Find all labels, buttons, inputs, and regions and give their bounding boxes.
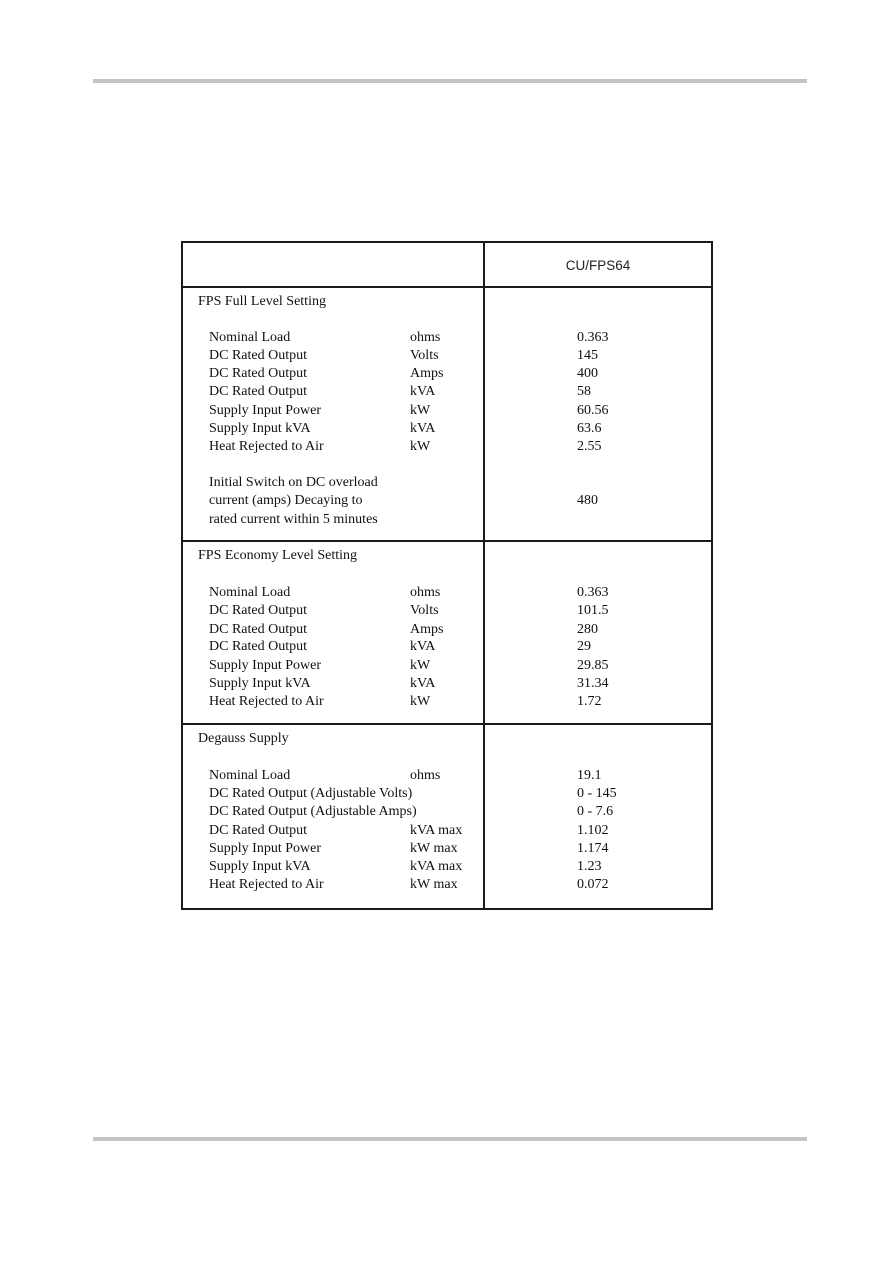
row-value: 400	[577, 366, 598, 381]
table-row	[183, 822, 711, 840]
row-label: Supply Input kVA	[209, 421, 311, 436]
row-value: 58	[577, 384, 591, 399]
table-row	[183, 803, 711, 821]
row-unit: Amps	[410, 366, 444, 381]
row-unit: kW	[410, 439, 431, 454]
footer-rule	[93, 1137, 807, 1141]
row-unit: kVA max	[410, 823, 463, 838]
table-row	[183, 621, 711, 639]
table-row	[183, 767, 711, 785]
row-label: DC Rated Output	[209, 823, 307, 838]
table-row	[183, 329, 711, 347]
row-label: Supply Input kVA	[209, 859, 311, 874]
section-title: Degauss Supply	[198, 731, 289, 746]
table-row	[183, 876, 711, 894]
row-label: Supply Input Power	[209, 658, 321, 673]
table-row	[183, 693, 711, 711]
row-label: Supply Input kVA	[209, 676, 311, 691]
row-unit: kVA	[410, 421, 436, 436]
table-row	[183, 675, 711, 693]
row-value: 63.6	[577, 421, 602, 436]
table-row	[183, 602, 711, 620]
section-title: FPS Full Level Setting	[198, 294, 326, 309]
row-value: 1.102	[577, 823, 609, 838]
section-full-level	[183, 288, 711, 540]
row-label: DC Rated Output	[209, 622, 307, 637]
section-degauss-supply	[183, 725, 711, 908]
overload-note-value: 480	[577, 493, 598, 508]
table-row	[183, 365, 711, 383]
row-value: 29.85	[577, 658, 609, 673]
row-value: 2.55	[577, 439, 602, 454]
section-title: FPS Economy Level Setting	[198, 548, 358, 563]
header-rule	[93, 79, 807, 83]
row-unit: kW max	[410, 841, 458, 856]
row-unit: kVA	[410, 676, 436, 691]
overload-note-line: current (amps) Decaying to	[209, 493, 363, 508]
row-unit: ohms	[410, 585, 441, 600]
row-unit: Amps	[410, 622, 444, 637]
row-unit: kW	[410, 694, 431, 709]
row-label: DC Rated Output (Adjustable Volts)	[209, 786, 413, 801]
row-value: 280	[577, 622, 598, 637]
row-label: DC Rated Output	[209, 639, 307, 654]
row-unit: kVA max	[410, 859, 463, 874]
row-value: 145	[577, 348, 598, 363]
row-value: 0.072	[577, 877, 609, 892]
row-label: Supply Input Power	[209, 841, 321, 856]
table-row	[183, 840, 711, 858]
row-unit: Volts	[410, 348, 439, 363]
row-label: Heat Rejected to Air	[209, 694, 324, 709]
row-value: 31.34	[577, 676, 609, 691]
row-value: 1.23	[577, 859, 602, 874]
row-value: 0 - 7.6	[577, 804, 614, 819]
spec-table	[181, 241, 713, 910]
table-row	[183, 858, 711, 876]
row-unit: kW	[410, 658, 431, 673]
row-unit: Volts	[410, 603, 439, 618]
row-value: 19.1	[577, 768, 602, 783]
table-row	[183, 383, 711, 401]
table-row	[183, 657, 711, 675]
row-label: DC Rated Output	[209, 384, 307, 399]
row-value: 1.72	[577, 694, 602, 709]
table-row	[183, 402, 711, 420]
row-label: Nominal Load	[209, 585, 291, 600]
column-header: CU/FPS64	[565, 258, 631, 273]
row-unit: ohms	[410, 330, 441, 345]
row-value: 0 - 145	[577, 786, 617, 801]
row-unit: kW	[410, 403, 431, 418]
table-row	[183, 420, 711, 438]
row-label: Heat Rejected to Air	[209, 439, 324, 454]
row-label: Supply Input Power	[209, 403, 321, 418]
row-value: 1.174	[577, 841, 609, 856]
overload-note-line: rated current within 5 minutes	[209, 512, 378, 527]
row-unit: kVA	[410, 639, 436, 654]
row-label: DC Rated Output (Adjustable Amps)	[209, 804, 417, 819]
table-row	[183, 438, 711, 456]
row-value: 0.363	[577, 330, 609, 345]
row-unit: ohms	[410, 768, 441, 783]
table-row	[183, 638, 711, 656]
row-value: 60.56	[577, 403, 609, 418]
row-label: DC Rated Output	[209, 348, 307, 363]
table-row	[183, 347, 711, 365]
row-unit: kVA	[410, 384, 436, 399]
row-label: Heat Rejected to Air	[209, 877, 324, 892]
row-value: 101.5	[577, 603, 609, 618]
row-label: DC Rated Output	[209, 366, 307, 381]
row-value: 29	[577, 639, 591, 654]
overload-note-line: Initial Switch on DC overload	[209, 475, 378, 490]
row-label: DC Rated Output	[209, 603, 307, 618]
row-value: 0.363	[577, 585, 609, 600]
row-unit: kW max	[410, 877, 458, 892]
row-label: Nominal Load	[209, 768, 291, 783]
table-row	[183, 584, 711, 602]
row-label: Nominal Load	[209, 330, 291, 345]
section-economy-level	[183, 542, 711, 722]
table-row	[183, 785, 711, 803]
